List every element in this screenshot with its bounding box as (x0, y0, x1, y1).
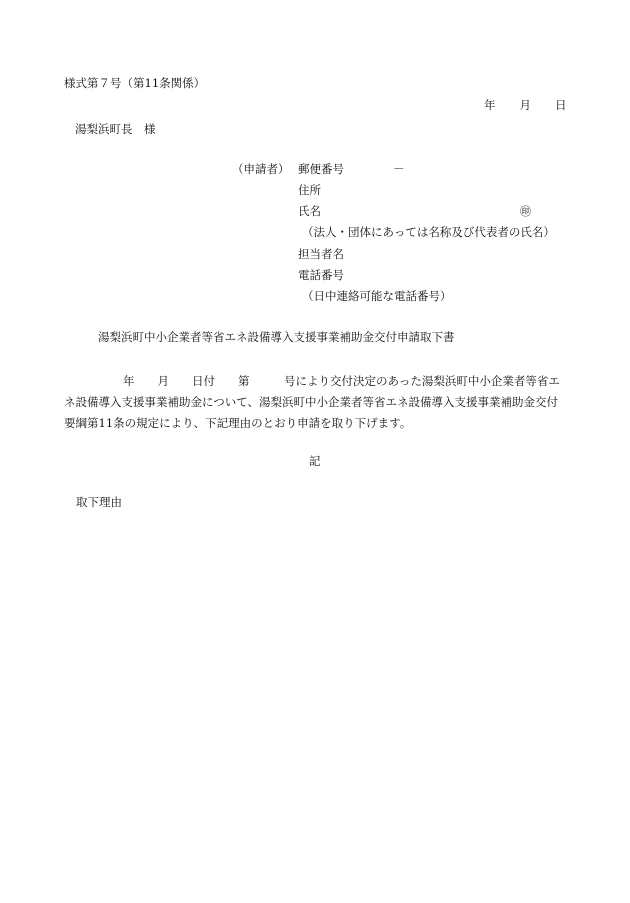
form-number: 様式第７号（第11条関係） (64, 76, 206, 90)
date-year: 年 (484, 98, 496, 112)
name-label: 氏名 (298, 204, 321, 218)
withdrawal-reason-label: 取下理由 (76, 495, 122, 509)
address-label: 住所 (298, 183, 321, 197)
phone-label: 電話番号 (298, 268, 344, 282)
body-line-2: ネ設備導入支援事業補助金について、湯梨浜町中小企業者等省エネ設備導入支援事業補助金交付 (64, 395, 559, 409)
ki-heading: 記 (309, 454, 321, 468)
body-line-3: 要綱第11条の規定により、下記理由のとおり申請を取り下げます。 (64, 416, 412, 430)
date-month: 月 (519, 98, 531, 112)
postal-code-dash: － (393, 162, 405, 176)
name-note: （法人・団体にあっては名称及び代表者の氏名） (302, 225, 555, 239)
seal-mark: ㊞ (520, 205, 531, 218)
applicant-label: （申請者） (232, 162, 290, 176)
date-day: 日 (555, 98, 567, 112)
contact-person-label: 担当者名 (298, 247, 344, 261)
date-line (484, 100, 567, 112)
phone-note: （日中連絡可能な電話番号） (302, 289, 452, 303)
postal-code-label: 郵便番号 (298, 162, 344, 176)
addressee: 湯梨浜町長 様 (75, 122, 156, 136)
document-title: 湯梨浜町中小企業者等省エネ設備導入支援事業補助金交付申請取下書 (98, 330, 455, 344)
body-line-1: 年 月 日付 第 号により交付決定のあった湯梨浜町中小企業者等省エ (123, 374, 560, 388)
